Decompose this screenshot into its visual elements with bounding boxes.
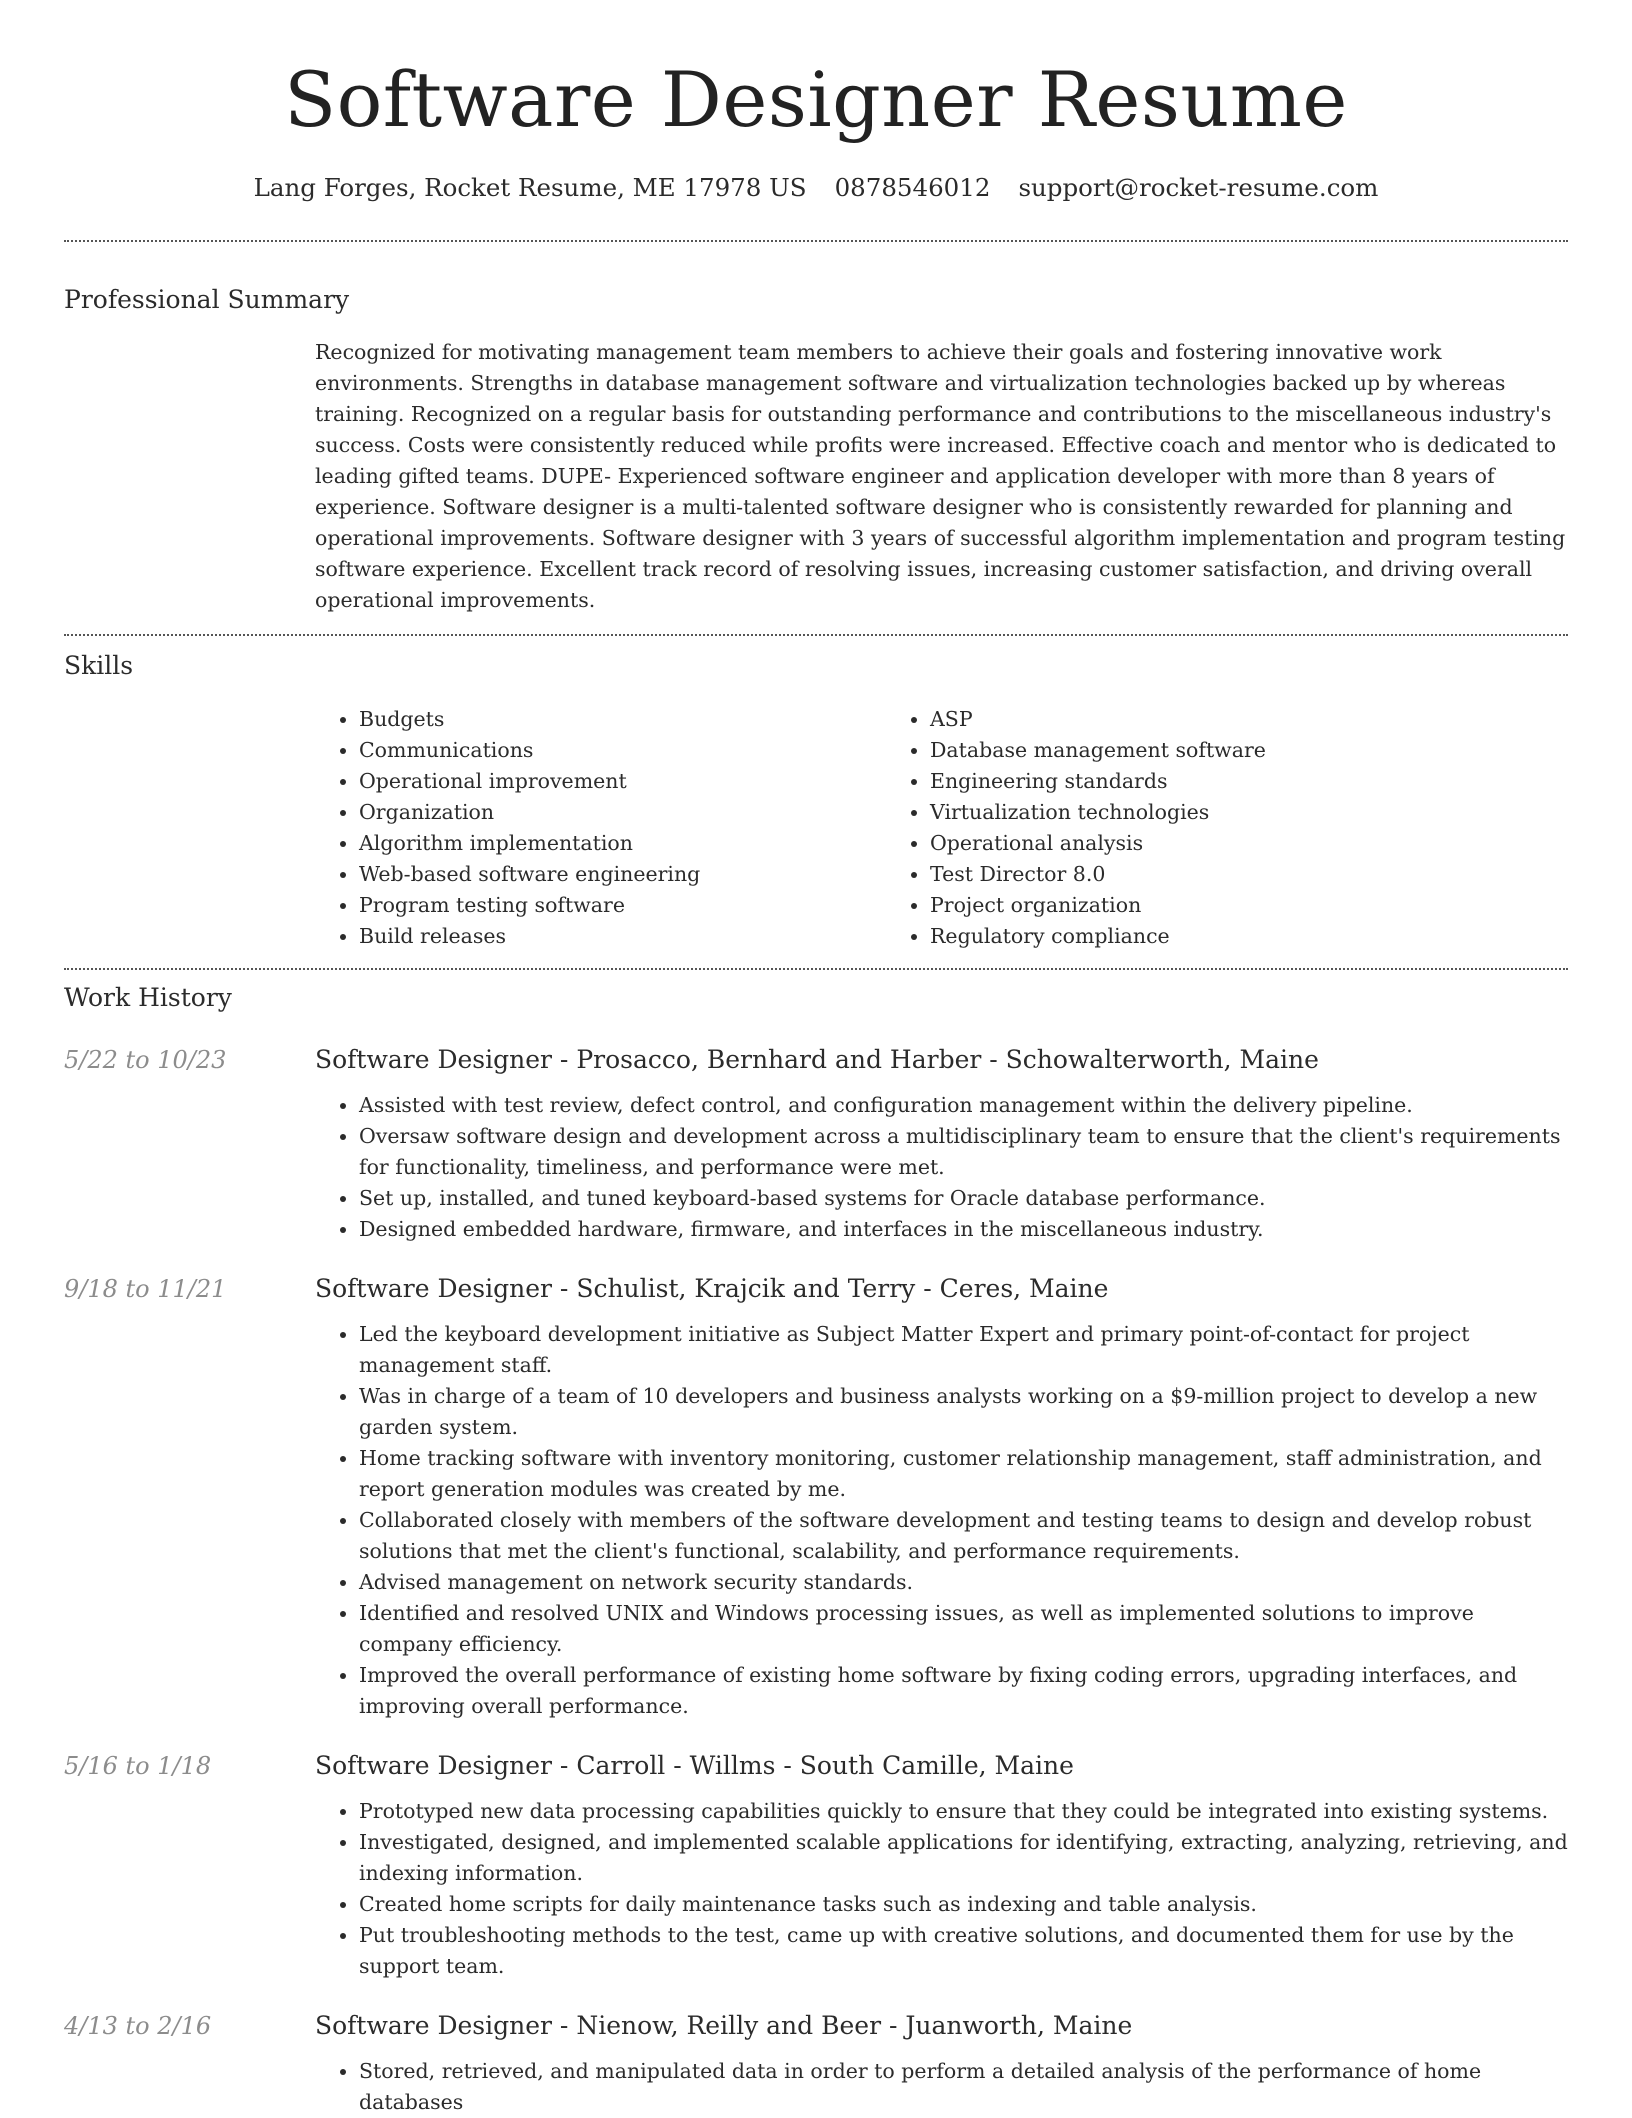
contact-email: support@rocket-resume.com [1018,173,1379,202]
job-role: Software Designer - Prosacco, Bernhard and Harber - Schowalterworth, Maine [315,1045,1319,1074]
skill-item: • Build releases [359,921,886,952]
job-entry [64,1044,1568,1245]
summary-text: Recognized for motivating management team members to achieve their goals and fostering innovative work environments. Strengths in database management software and virtualization technologies backed up by whereas training. Recognized on a regular basis for outstanding performance and contributions to the miscellaneous industry's success. Costs were consistently reduced while profits were increased. Effective coach and mentor who is dedicated to leading gifted teams. DUPE- Experienced software engineer and application developer with more than 8 years of experience. Software designer is a multi-talented software designer who is consistently rewarded for planning and operational improvements. Software designer with 3 years of successful algorithm implementation and program testing software experience. Excellent track record of resolving issues, increasing customer satisfaction, and driving overall operational improvements. [315,340,1566,612]
skill-item: • Web-based software engineering [359,859,886,890]
job-bullet: • Stored, retrieved, and manipulated data in order to perform a detailed analysis of the performance of home databases [359,2056,1568,2118]
job-bullet: • Put troubleshooting methods to the test, came up with creative solutions, and documented them for use by the support team. [359,1920,1568,1982]
job-bullet: • Set up, installed, and tuned keyboard-based systems for Oracle database performance. [359,1183,1568,1214]
job-body [315,2010,1568,2118]
job-entry [64,2010,1568,2118]
job-bullets [315,1090,1568,1245]
divider [64,240,1568,242]
work-history-heading: Work History [64,983,232,1012]
skill-item: • Project organization [930,890,1476,921]
job-dates: 5/16 to 1/18 [64,1752,212,1780]
skill-item: • Regulatory compliance [930,921,1476,952]
contact-line [64,172,1568,204]
job-bullet: • Improved the overall performance of existing home software by fixing coding errors, upgrading interfaces, and improving overall performance. [359,1660,1568,1722]
divider [64,634,1568,636]
job-body [315,1273,1568,1722]
job-bullet: • Designed embedded hardware, firmware, and interfaces in the miscellaneous industry. [359,1214,1568,1245]
skill-item: • Database management software [930,735,1476,766]
job-role: Software Designer - Nienow, Reilly and Beer - Juanworth, Maine [315,2011,1133,2040]
skill-item: • Virtualization technologies [930,797,1476,828]
skills-column-left [315,704,886,952]
skill-item: • Communications [359,735,886,766]
job-dates: 5/22 to 10/23 [64,1046,227,1074]
job-bullet: • Prototyped new data processing capabilities quickly to ensure that they could be integrated into existing systems. [359,1796,1568,1827]
resume-title: Software Designer Resume [284,55,1348,144]
job-bullet: • Was in charge of a team of 10 developers and business analysts working on a $9-million project to develop a new garden system. [359,1381,1568,1443]
job-dates: 4/13 to 2/16 [64,2012,212,2040]
job-bullet: • Advised management on network security standards. [359,1567,1568,1598]
skill-item: • Algorithm implementation [359,828,886,859]
summary-heading: Professional Summary [64,285,350,314]
job-bullet: • Home tracking software with inventory monitoring, customer relationship management, staff administration, and report generation modules was created by me. [359,1443,1568,1505]
job-bullet: • Investigated, designed, and implemented scalable applications for identifying, extracting, analyzing, retrieving, and indexing information. [359,1827,1568,1889]
job-bullet: • Created home scripts for daily maintenance tasks such as indexing and table analysis. [359,1889,1568,1920]
job-body [315,1750,1568,1982]
skill-item: • ASP [930,704,1476,735]
skill-item: • Organization [359,797,886,828]
contact-address: Lang Forges, Rocket Resume, ME 17978 US [253,173,807,202]
job-entry [64,1750,1568,1982]
job-bullets [315,2056,1568,2118]
skills-heading: Skills [64,651,134,680]
job-bullets [315,1319,1568,1722]
job-body [315,1044,1568,1245]
job-entry [64,1273,1568,1722]
skill-item: • Engineering standards [930,766,1476,797]
contact-phone: 0878546012 [834,173,991,202]
job-role: Software Designer - Schulist, Krajcik and Terry - Ceres, Maine [315,1274,1109,1303]
skill-item: • Operational improvement [359,766,886,797]
job-bullet: • Collaborated closely with members of the software development and testing teams to design and develop robust solutions that met the client's functional, scalability, and performance requirements. [359,1505,1568,1567]
job-bullet: • Assisted with test review, defect control, and configuration management within the delivery pipeline. [359,1090,1568,1121]
skills-column-right [886,704,1476,952]
skill-item: • Budgets [359,704,886,735]
job-bullets [315,1796,1568,1982]
job-dates: 9/18 to 11/21 [64,1275,227,1303]
divider [64,968,1568,970]
job-bullet: • Led the keyboard development initiative as Subject Matter Expert and primary point-of-contact for project management staff. [359,1319,1568,1381]
skill-item: • Operational analysis [930,828,1476,859]
job-role: Software Designer - Carroll - Willms - South Camille, Maine [315,1751,1074,1780]
skills-list [315,704,1568,952]
job-bullet: • Oversaw software design and development across a multidisciplinary team to ensure that the client's requirements for functionality, timeliness, and performance were met. [359,1121,1568,1183]
job-bullet: • Identified and resolved UNIX and Windows processing issues, as well as implemented solutions to improve company efficiency. [359,1598,1568,1660]
skill-item: • Test Director 8.0 [930,859,1476,890]
skill-item: • Program testing software [359,890,886,921]
